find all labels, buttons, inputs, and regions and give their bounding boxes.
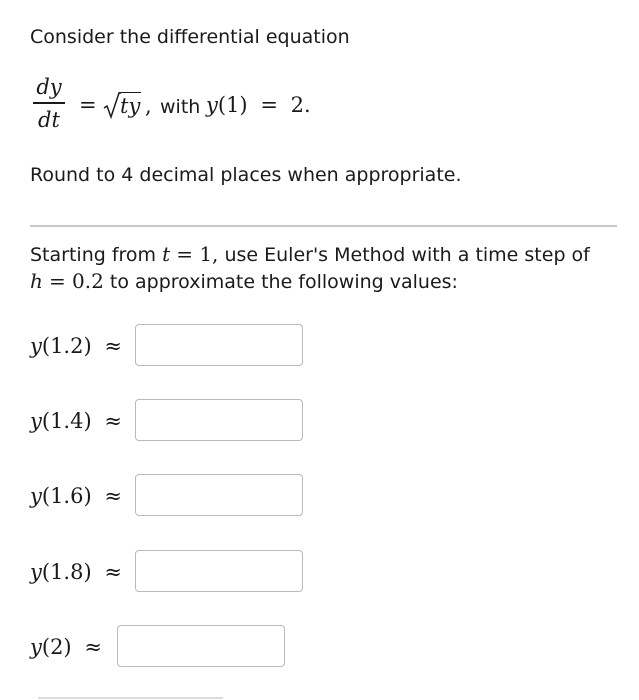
row-fn: y	[30, 334, 42, 358]
row-arg: (1.4)	[41, 409, 92, 433]
row-fn: y	[30, 409, 42, 433]
intro-text: Consider the differential equation	[30, 26, 350, 48]
ic-function: y	[206, 93, 218, 117]
answer-input-y-1-4[interactable]	[135, 399, 303, 441]
row-label-2	[30, 409, 122, 433]
equation-comma: ,	[145, 94, 152, 118]
answer-input-y-1-8[interactable]	[135, 550, 303, 592]
row-arg: (1.8)	[41, 560, 92, 584]
instruction-h-value: = 0.2	[48, 269, 104, 293]
equation-equals: =	[79, 93, 97, 117]
ic-argument: (1)	[217, 93, 248, 117]
row-arg: (2)	[41, 635, 72, 659]
row-arg: (1.2)	[41, 334, 92, 358]
instruction-prefix: Starting from	[30, 244, 157, 266]
row-arg: (1.6)	[41, 484, 92, 508]
instruction-var-t: t	[162, 242, 171, 266]
approx-symbol: ≈	[104, 334, 122, 358]
fraction-denominator: dt	[38, 107, 60, 132]
approx-symbol: ≈	[104, 560, 122, 584]
initial-condition	[206, 93, 311, 117]
instruction-var-h: h	[30, 269, 43, 293]
ic-equals: =	[260, 93, 278, 117]
fraction-numerator: dy	[36, 75, 62, 99]
fraction-bar	[33, 102, 65, 104]
row-label-5	[30, 635, 102, 659]
row-label-4	[30, 560, 122, 584]
bottom-divider	[38, 697, 223, 699]
answer-input-y-2[interactable]	[117, 625, 285, 667]
instruction-t-value: = 1,	[176, 242, 219, 266]
instruction-line-2	[30, 268, 458, 295]
sqrt-argument: ty	[120, 94, 141, 118]
row-fn: y	[30, 484, 42, 508]
approx-symbol: ≈	[104, 484, 122, 508]
answer-input-y-1-6[interactable]	[135, 474, 303, 516]
derivative-fraction	[33, 75, 65, 132]
rounding-note: Round to 4 decimal places when appropriate.	[30, 164, 462, 186]
instruction-suffix: use Euler's Method with a time step of	[224, 244, 590, 266]
section-divider	[30, 225, 617, 227]
instruction-line2-suffix: to approximate the following values:	[109, 271, 458, 293]
row-label-1	[30, 334, 122, 358]
ic-value: 2.	[290, 93, 311, 117]
with-text: with	[160, 96, 201, 118]
row-label-3	[30, 484, 122, 508]
row-fn: y	[30, 635, 42, 659]
row-fn: y	[30, 560, 42, 584]
answer-input-y-1-2[interactable]	[135, 324, 303, 366]
approx-symbol: ≈	[104, 409, 122, 433]
instruction-line-1	[30, 241, 590, 268]
approx-symbol: ≈	[84, 635, 102, 659]
